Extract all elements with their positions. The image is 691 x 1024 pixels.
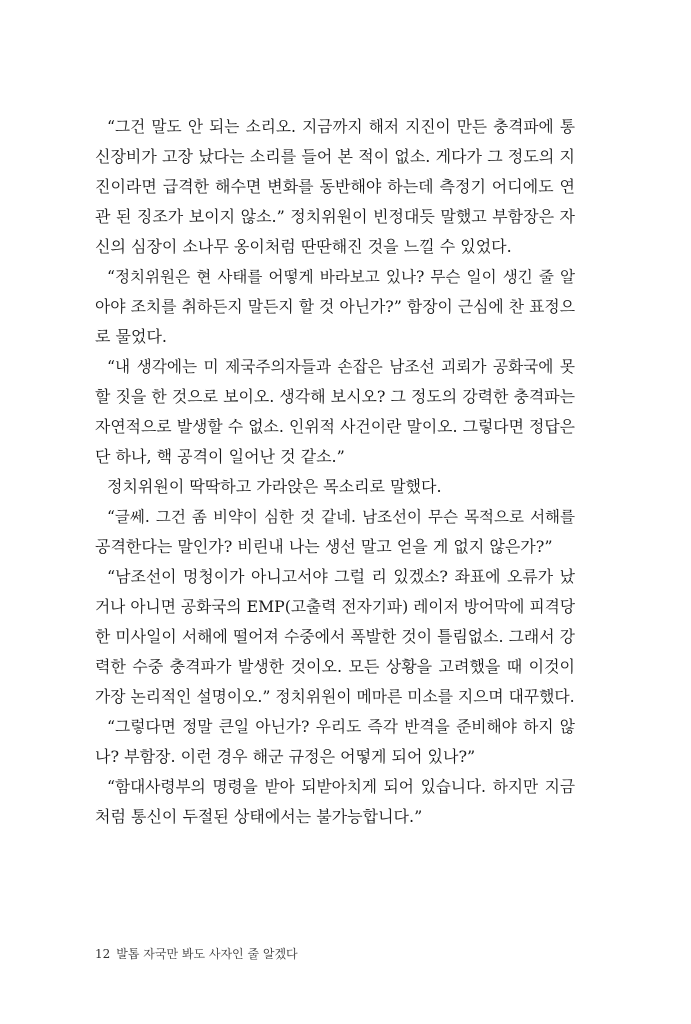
text-line: 처럼 통신이 두절된 상태에서는 불가능합니다.”: [95, 807, 423, 826]
page-number: 12: [95, 947, 111, 961]
text-line: 력한 수중 충격파가 발생한 것이오. 모든 상황을 고려했을 때 이것이: [95, 657, 575, 676]
text-line: “그건 말도 안 되는 소리오. 지금까지 해저 지진이 만든 충격파에 통: [107, 117, 575, 136]
text-line: 진이라면 급격한 해수면 변화를 동반해야 하는데 측정기 어디에도 연: [95, 177, 575, 196]
text-line: 자연적으로 발생할 수 없소. 인위적 사건이란 말이오. 그렇다면 정답은: [95, 417, 575, 436]
text-line: 아야 조치를 취하든지 말든지 할 것 아닌가?” 함장이 근심에 찬 표정으: [95, 297, 575, 316]
paragraph: [95, 772, 575, 832]
text-line: 단 하나, 핵 공격이 일어난 것 같소.”: [95, 447, 345, 466]
running-title: 발톱 자국만 봐도 사자인 줄 알겠다: [116, 947, 298, 961]
text-line: “남조선이 멍청이가 아니고서야 그럴 리 있겠소? 좌표에 오류가 났: [107, 567, 575, 586]
paragraph: [95, 712, 575, 772]
page-footer: [95, 945, 298, 962]
text-line: “정치위원은 현 사태를 어떻게 바라보고 있나? 무슨 일이 생긴 줄 알: [107, 268, 575, 286]
text-line: 신의 심장이 소나무 옹이처럼 딴딴해진 것을 느낄 수 있었다.: [95, 237, 512, 256]
paragraph: [95, 262, 575, 352]
text-line: 할 짓을 한 것으로 보이오. 생각해 보시오? 그 정도의 강력한 충격파는: [95, 387, 575, 406]
text-line: 관 된 징조가 보이지 않소.” 정치위원이 빈정대듯 말했고 부함장은 자: [95, 207, 575, 226]
paragraph: [95, 472, 575, 502]
text-line: “그렇다면 정말 큰일 아닌가? 우리도 즉각 반격을 준비해야 하지 않: [107, 717, 575, 736]
text-line: “내 생각에는 미 제국주의자들과 손잡은 남조선 괴뢰가 공화국에 못: [107, 357, 575, 376]
paragraph: [95, 112, 575, 262]
text-line: “함대사령부의 명령을 받아 되받아치게 되어 있습니다. 하지만 지금: [107, 777, 575, 796]
paragraph: [95, 352, 575, 472]
text-line: 공격한다는 말인가? 비린내 나는 생선 말고 얻을 게 없지 않은가?”: [95, 537, 553, 556]
text-line: 나? 부함장. 이런 경우 해군 규정은 어떻게 되어 있나?”: [95, 747, 476, 766]
paragraph: [95, 502, 575, 562]
text-line: 거나 아니면 공화국의 EMP(고출력 전자기파) 레이저 방어막에 피격당: [95, 597, 575, 616]
text-line: 로 물었다.: [95, 327, 167, 346]
text-line: “글쎄. 그건 좀 비약이 심한 것 같네. 남조선이 무슨 목적으로 서해를: [107, 508, 575, 526]
text-line: 가장 논리적인 설명이오.” 정치위원이 메마른 미소를 지으며 대꾸했다.: [95, 687, 575, 706]
paragraph: [95, 562, 575, 712]
text-line: 신장비가 고장 났다는 소리를 들어 본 적이 없소. 게다가 그 정도의 지: [95, 147, 575, 166]
text-line: 한 미사일이 서해에 떨어져 수중에서 폭발한 것이 틀림없소. 그래서 강: [95, 627, 575, 646]
text-line: 정치위원이 딱딱하고 가라앉은 목소리로 말했다.: [107, 477, 442, 496]
body-text: [95, 112, 575, 832]
